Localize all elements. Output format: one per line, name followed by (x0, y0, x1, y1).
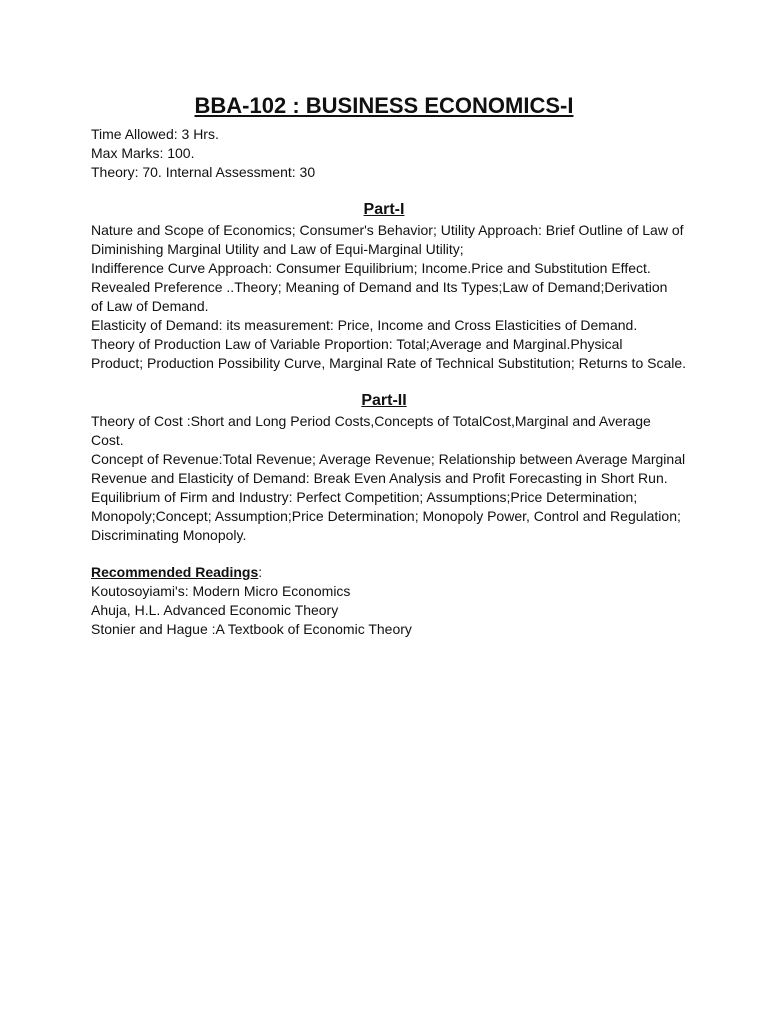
part-2-line: Cost. (91, 432, 124, 448)
part-1-line: Theory of Production Law of Variable Proportion: Total;Average and Marginal.Physical (91, 336, 623, 352)
recommended-readings-heading (91, 563, 768, 582)
part-1-line: Nature and Scope of Economics; Consumer's Behavior; Utility Approach: Brief Outline of Law of (91, 222, 684, 238)
reading-item: Stonier and Hague :A Textbook of Economic Theory (91, 621, 412, 637)
part-1-line: Elasticity of Demand: its measurement: Price, Income and Cross Elasticities of Demand. (91, 317, 638, 333)
reading-item: Koutosoyiami's: Modern Micro Economics (91, 583, 351, 599)
part-2-heading: Part-II (361, 392, 407, 409)
part-1-line: Product; Production Possibility Curve, Marginal Rate of Technical Substitution; Returns to Scale. (91, 355, 687, 371)
part-2-line: Monopoly;Concept; Assumption;Price Determination; Monopoly Power, Control and Regulation; (91, 508, 681, 524)
part-1-line: Diminishing Marginal Utility and Law of Equi-Marginal Utility; (91, 241, 464, 257)
part-1-heading: Part-I (363, 201, 405, 218)
recommended-readings-colon: : (258, 564, 263, 580)
part-2-line: Theory of Cost :Short and Long Period Costs,Concepts of TotalCost,Marginal and Average (91, 413, 651, 429)
part-2-section (91, 390, 768, 545)
part-2-line: Equilibrium of Firm and Industry: Perfect Competition; Assumptions;Price Determination; (91, 489, 638, 505)
part-1-section (91, 199, 768, 373)
recommended-readings-section (91, 563, 768, 639)
exam-meta (91, 125, 768, 182)
part-1-line: of Law of Demand. (91, 298, 209, 314)
document-title: BBA-102 : BUSINESS ECONOMICS-I (194, 93, 574, 118)
max-marks: Max Marks: 100. (91, 145, 195, 161)
time-allowed: Time Allowed: 3 Hrs. (91, 126, 219, 142)
part-1-line: Revealed Preference ..Theory; Meaning of Demand and Its Types;Law of Demand;Derivation (91, 279, 668, 295)
marks-breakdown: Theory: 70. Internal Assessment: 30 (91, 164, 316, 180)
reading-item: Ahuja, H.L. Advanced Economic Theory (91, 602, 339, 618)
part-2-line: Concept of Revenue:Total Revenue; Average Revenue; Relationship between Average Marginal (91, 451, 686, 467)
recommended-readings-title: Recommended Readings (91, 564, 259, 580)
part-2-line: Revenue and Elasticity of Demand: Break Even Analysis and Profit Forecasting in Short Run. (91, 470, 668, 486)
part-2-line: Discriminating Monopoly. (91, 527, 247, 543)
part-1-line: Indifference Curve Approach: Consumer Equilibrium; Income.Price and Substitution Effect. (91, 260, 651, 276)
